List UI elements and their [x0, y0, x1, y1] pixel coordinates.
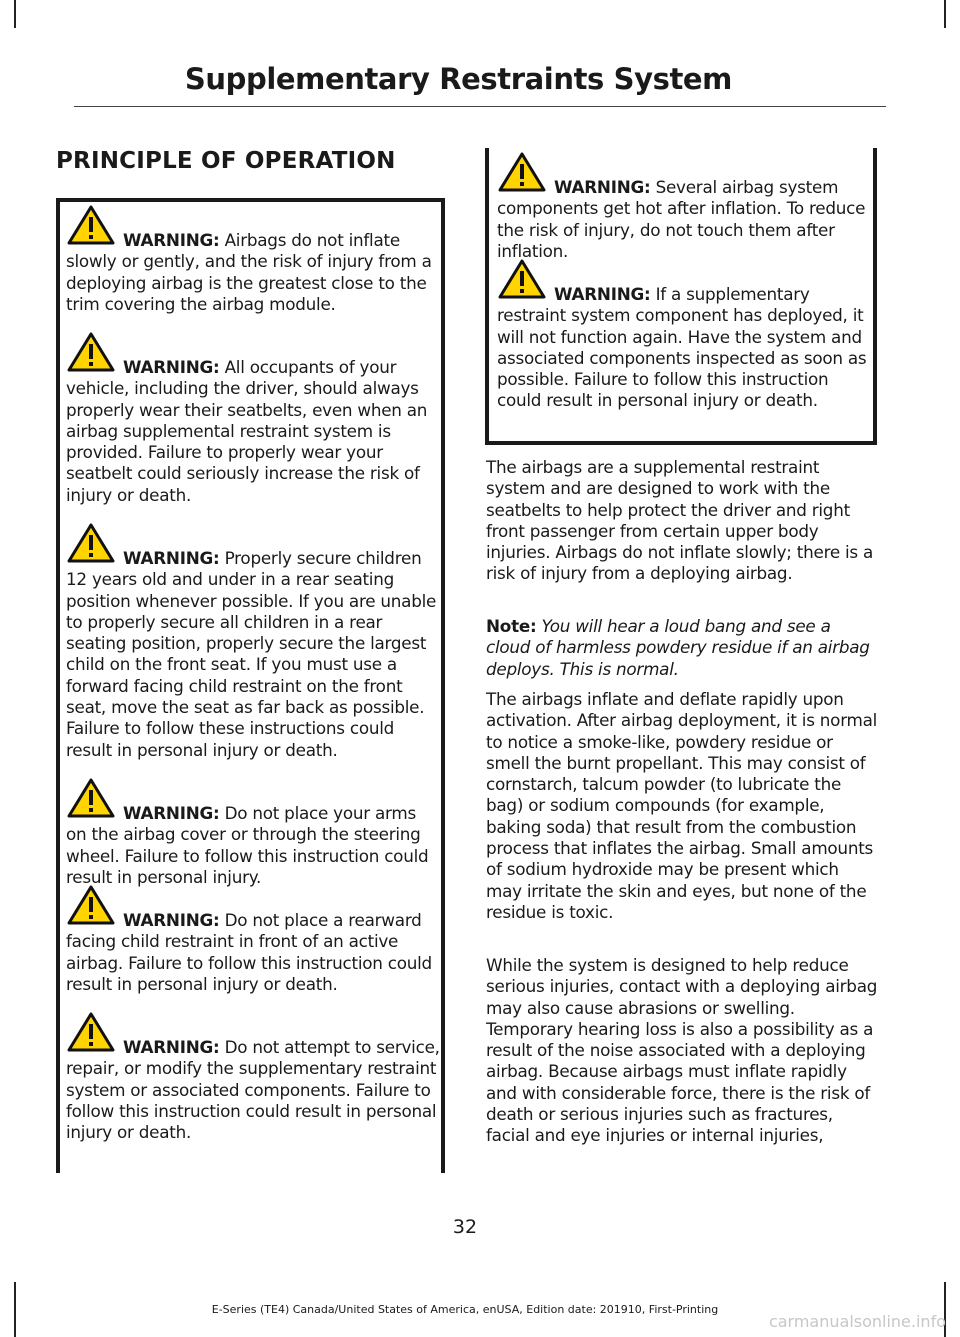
crop-mark-top-left [14, 0, 16, 28]
header-rule [74, 106, 886, 107]
warning-label: WARNING: [123, 357, 220, 377]
warning-label: WARNING: [123, 803, 220, 823]
warning-text: Do not place your arms on the airbag cover or through the steering wheel. Failure to follow this instruction could result in personal injury. [66, 803, 429, 887]
body-paragraph: While the system is designed to help reduce serious injuries, contact with a deploying airbag may also cause abrasions or swelling. Temporary hearing loss is also a possibility as a result of the noise associated with a deploying airbag. Because airbags must inflate rapidly and with considerable force, there is the risk of death or serious injuries such as fractures, facial and eye injuries or internal injuries, [486, 955, 878, 1146]
warning-label: WARNING: [123, 910, 220, 930]
warning-block [66, 357, 441, 506]
warning-block [66, 1037, 441, 1143]
warning-triangle-icon [66, 204, 116, 246]
warning-text: Properly secure children 12 years old and under in a rear seating position whenever possible. If you are unable to properly secure all children in a rear seating position, properly secure the largest child on the front seat. If you must use a forward facing child restraint on the front seat, move the seat as far back as possible. Failure to follow these instructions could result in personal injury or death. [66, 548, 437, 760]
warning-label: WARNING: [554, 177, 651, 197]
warning-text: Airbags do not inflate slowly or gently, and the risk of injury from a deploying airbag is the greatest close to the trim covering the airbag module. [66, 230, 432, 314]
warning-label: WARNING: [123, 1037, 220, 1057]
footer-text: E-Series (TE4) Canada/United States of America, enUSA, Edition date: 201910, First-Printing [211, 1303, 719, 1316]
warning-label: WARNING: [123, 230, 220, 250]
warning-block [497, 284, 872, 412]
note-paragraph [486, 616, 878, 680]
warning-triangle-icon [66, 1011, 116, 1053]
warning-block [66, 548, 441, 761]
left-warning-box [56, 198, 445, 1173]
body-paragraph: The airbags are a supplemental restraint system and are designed to work with the seatbelts to help protect the driver and right front passenger from certain upper body injuries. Airbags do not inflate slowly; there is a risk of injury from a deploying airbag. [486, 457, 874, 584]
warning-triangle-icon [497, 151, 547, 193]
warning-text: Do not attempt to service, repair, or modify the supplementary restraint system or associated components. Failure to follow this instruction could result in personal injury or death. [66, 1037, 440, 1143]
page-number: 32 [452, 1216, 478, 1238]
right-warning-box [485, 148, 877, 445]
warning-block [66, 910, 441, 995]
warning-block [66, 230, 441, 315]
crop-mark-top-right [944, 0, 946, 28]
warning-text: Several airbag system components get hot after inflation. To reduce the risk of injury, do not touch them after inflation. [497, 177, 866, 261]
body-paragraph: The airbags inflate and deflate rapidly upon activation. After airbag deployment, it is normal to notice a smoke-like, powdery residue or smell the burnt propellant. This may consist of cornstarch, talcum powder (to lubricate the bag) or sodium compounds (for example, baking soda) that result from the combustion process that inflates the airbag. Small amounts of sodium hydroxide may be present which may irritate the skin and eyes, but none of the residue is toxic. [486, 689, 878, 922]
warning-label: WARNING: [554, 284, 651, 304]
warning-triangle-icon [66, 331, 116, 373]
watermark: carmanualsonline.info [768, 1312, 946, 1331]
warning-triangle-icon [66, 522, 116, 564]
note-text: You will hear a loud bang and see a cloud of harmless powdery residue if an airbag deploys. This is normal. [486, 616, 870, 679]
warning-triangle-icon [66, 777, 116, 819]
warning-triangle-icon [66, 884, 116, 926]
note-label: Note: [486, 616, 537, 636]
section-title: PRINCIPLE OF OPERATION [56, 148, 396, 174]
page-header-title: Supplementary Restraints System [184, 62, 732, 96]
warning-label: WARNING: [123, 548, 220, 568]
warning-text: If a supplementary restraint system component has deployed, it will not function again. Have the system and associated components inspected as soon as possible. Failure to follow this instruction could result in personal injury or death. [497, 284, 867, 411]
warning-block [66, 803, 441, 888]
warning-triangle-icon [497, 258, 547, 300]
warning-block [497, 177, 872, 262]
warning-text: All occupants of your vehicle, including the driver, should always properly wear their seatbelts, even when an airbag supplemental restraint system is provided. Failure to properly wear your seatbelt could seriously increase the risk of injury or death. [66, 357, 428, 505]
warning-text: Do not place a rearward facing child restraint in front of an active airbag. Failure to follow this instruction could result in personal injury or death. [66, 910, 432, 994]
